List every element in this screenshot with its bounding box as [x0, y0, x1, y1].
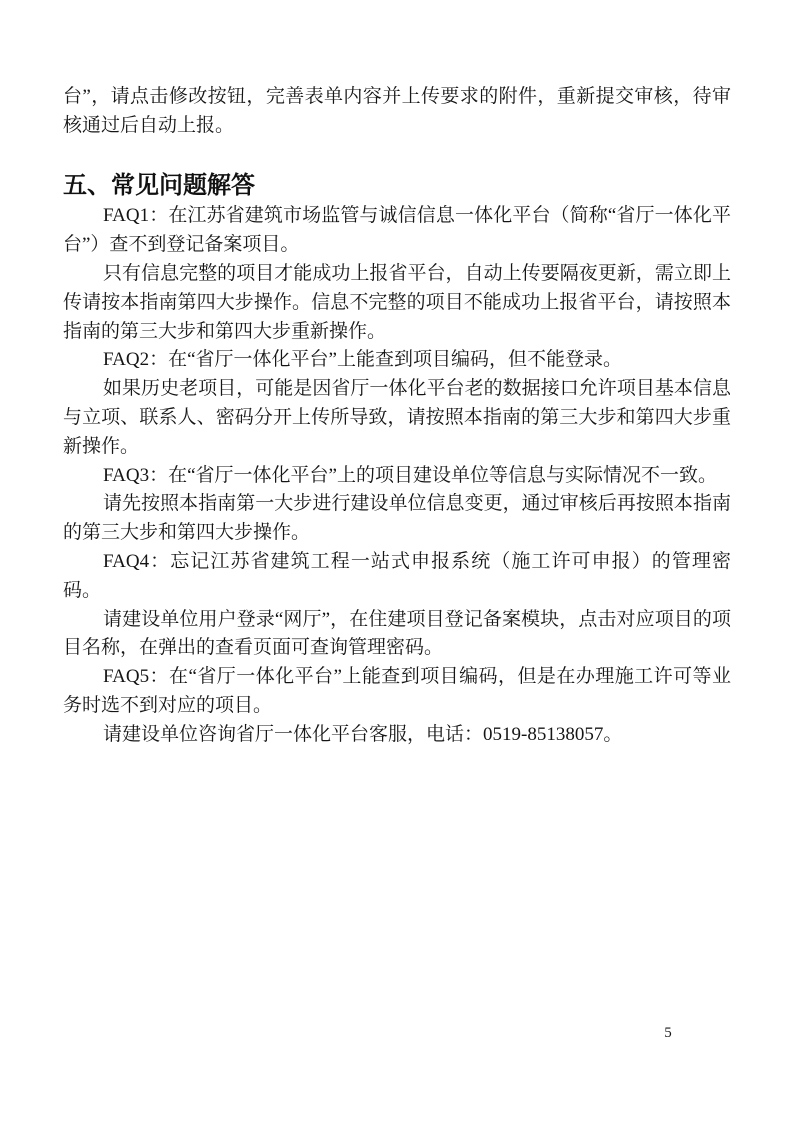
faq1-question: FAQ1：在江苏省建筑市场监管与诚信信息一体化平台（简称“省厅一体化平台”）查不到登记备案项目。 [63, 205, 731, 256]
faq2-answer: 如果历史老项目，可能是因省厅一体化平台老的数据接口允许项目基本信息与立项、联系人、密码分开上传所导致，请按照本指南的第三大步和第四大步重新操作。 [63, 378, 731, 457]
faq3-answer: 请先按照本指南第一大步进行建设单位信息变更，通过审核后再按照本指南的第三大步和第四大步操作。 [63, 493, 731, 544]
continued-paragraph: 台”，请点击修改按钮，完善表单内容并上传要求的附件，重新提交审核，待审核通过后自动上报。 [63, 86, 731, 136]
faq2-question: FAQ2：在“省厅一体化平台”上能查到项目编码，但不能登录。 [103, 349, 622, 371]
faq5-question: FAQ5：在“省厅一体化平台”上能查到项目编码，但是在办理施工许可等业务时选不到对应的项目。 [63, 666, 731, 716]
faq5-answer: 请建设单位咨询省厅一体化平台客服，电话：0519-85138057。 [103, 723, 623, 745]
faq1-answer: 只有信息完整的项目才能成功上报省平台，自动上传要隔夜更新，需立即上传请按本指南第四大步操作。信息不完整的项目不能成功上报省平台，请按照本指南的第三大步和第四大步重新操作。 [63, 262, 731, 342]
faq3-question: FAQ3：在“省厅一体化平台”上的项目建设单位等信息与实际情况不一致。 [103, 464, 717, 486]
section-heading: 五、常见问题解答 [63, 172, 255, 200]
page-number: 5 [664, 1025, 672, 1041]
faq4-question: FAQ4：忘记江苏省建筑工程一站式申报系统（施工许可申报）的管理密码。 [63, 550, 731, 601]
page-content [63, 83, 731, 750]
blank-line [63, 141, 731, 170]
faq4-answer: 请建设单位用户登录“网厅”，在住建项目登记备案模块，点击对应项目的项目名称，在弹出的查看页面可查询管理密码。 [63, 608, 731, 659]
